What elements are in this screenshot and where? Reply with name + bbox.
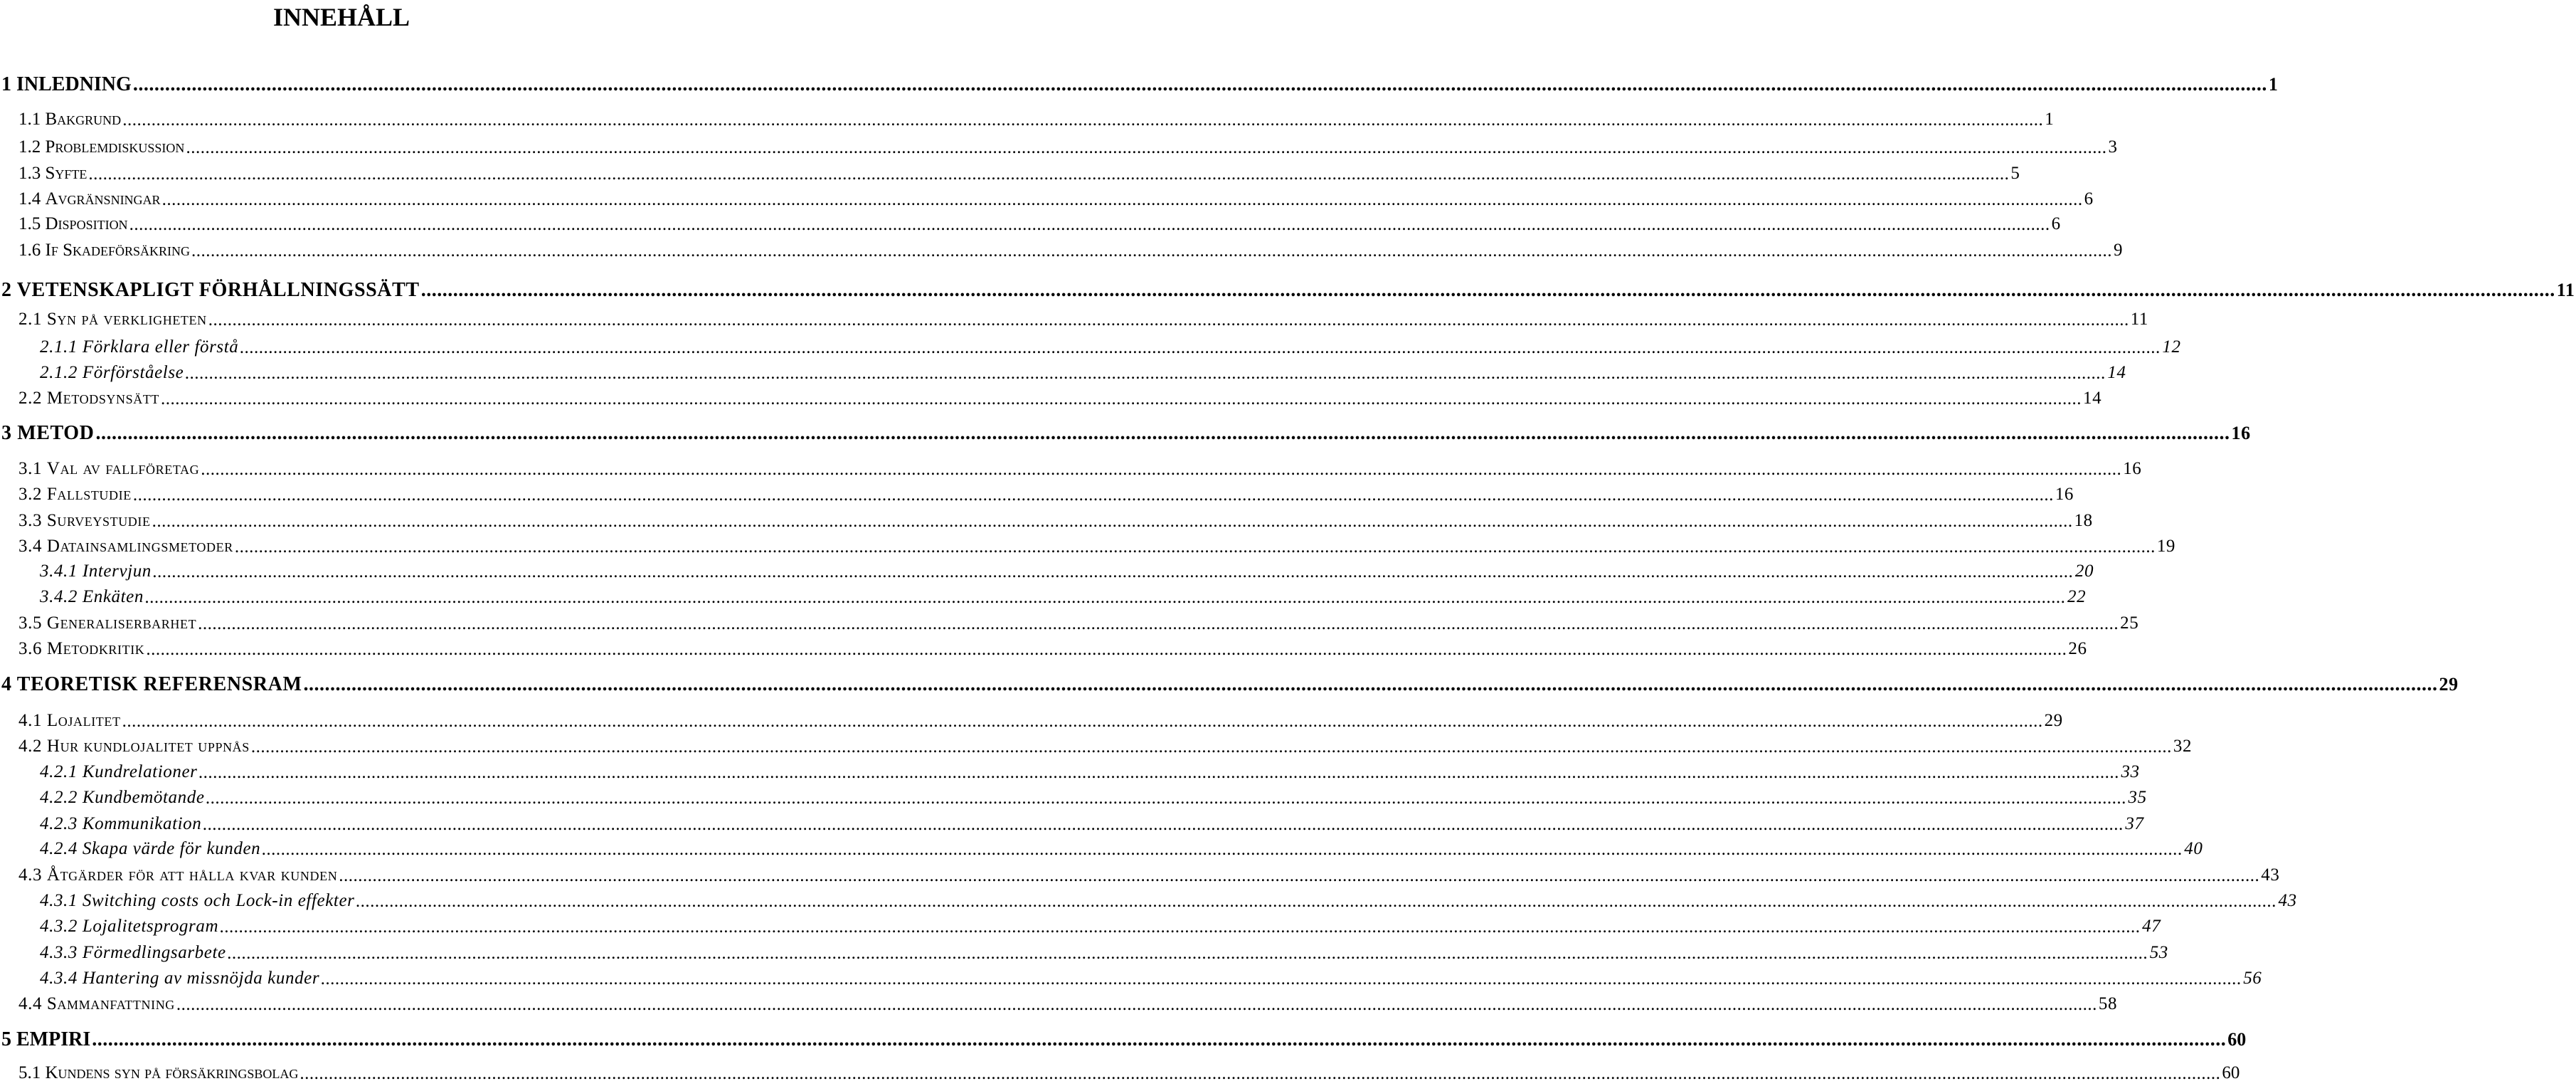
toc-page-number: 29 — [2044, 711, 2063, 730]
toc-leader-dots: ................................................................................................................................................................................................................................................................................................................................................................................................................ — [95, 422, 2230, 444]
toc-entry-text: Val av fallföretag — [46, 459, 200, 478]
toc-entry-label — [40, 839, 260, 859]
toc-entry-text: Generaliserbarhet — [46, 613, 197, 633]
toc-entry-label — [18, 485, 132, 505]
toc-entry-label — [40, 814, 201, 834]
toc-entry-label — [1, 279, 420, 302]
toc-page-number: 47 — [2142, 917, 2161, 936]
toc-entry-number: 5.1 — [18, 1063, 41, 1082]
toc-entry[interactable] — [0, 611, 2139, 636]
toc-entry-text: Förklara eller förstå — [82, 337, 239, 357]
toc-entry-number: 3.2 — [18, 485, 43, 504]
toc-entry-number: 3.4.1 — [40, 562, 78, 581]
toc-entry[interactable] — [0, 508, 2093, 534]
toc-page-number: 1 — [2045, 110, 2054, 129]
toc-entry-number: 3.4 — [18, 537, 43, 556]
toc-page-number: 14 — [2083, 389, 2102, 408]
toc-leader-dots: ................................................................................................................................................................................................................................................................................................................................................................................................................ — [198, 762, 2120, 782]
toc-entry-label — [18, 389, 159, 408]
toc-leader-dots: ................................................................................................................................................................................................................................................................................................................................................................................................................ — [152, 562, 2074, 581]
toc-entry-text: Kundbemötande — [82, 788, 205, 807]
toc-entry[interactable] — [0, 1027, 2247, 1053]
toc-entry-label — [18, 459, 199, 479]
toc-entry[interactable] — [0, 991, 2118, 1017]
toc-entry[interactable] — [0, 72, 2278, 97]
toc-entry-label — [18, 214, 128, 234]
toc-page-number: 6 — [2051, 214, 2061, 233]
toc-entry-number: 1.1 — [18, 110, 41, 129]
toc-leader-dots: ................................................................................................................................................................................................................................................................................................................................................................................................................ — [198, 613, 2119, 633]
toc-entry[interactable] — [0, 1060, 2240, 1086]
toc-entry-text: EMPIRI — [16, 1028, 91, 1050]
toc-page-number: 26 — [2068, 639, 2087, 658]
toc-entry-text: TEORETISK REFERENSRAM — [16, 673, 302, 695]
toc-entry-text: Metodkritik — [46, 639, 145, 658]
toc-entry-text: Enkäten — [82, 587, 144, 606]
toc-page-number: 58 — [2098, 994, 2118, 1013]
toc-leader-dots: ................................................................................................................................................................................................................................................................................................................................................................................................................ — [185, 363, 2106, 383]
toc-entry-text: VETENSKAPLIGT FÖRHÅLLNINGSSÄTT — [16, 279, 420, 301]
toc-entry-number: 3 — [1, 422, 12, 444]
toc-page-number: 43 — [2278, 891, 2297, 910]
toc-entry-label — [40, 562, 152, 581]
toc-entry[interactable] — [0, 307, 2148, 332]
toc-entry-label — [18, 189, 161, 209]
toc-leader-dots: ................................................................................................................................................................................................................................................................................................................................................................................................................ — [206, 788, 2127, 808]
toc-entry-label — [18, 1063, 298, 1083]
toc-entry-number: 3.4.2 — [40, 587, 78, 606]
toc-entry-number: 3.3 — [18, 511, 43, 530]
toc-entry-number: 4.4 — [18, 994, 43, 1013]
toc-entry-number: 4.2.1 — [40, 762, 78, 781]
toc-leader-dots: ................................................................................................................................................................................................................................................................................................................................................................................................................ — [339, 865, 2260, 885]
toc-page-number: 60 — [2222, 1063, 2240, 1082]
toc-entry-number: 4.1 — [18, 711, 43, 730]
toc-entry-number: 2.1.1 — [40, 337, 78, 357]
toc-page-number: 3 — [2108, 137, 2117, 157]
toc-leader-dots: ................................................................................................................................................................................................................................................................................................................................................................................................................ — [227, 943, 2148, 963]
toc-leader-dots: ................................................................................................................................................................................................................................................................................................................................................................................................................ — [250, 737, 2172, 756]
toc-page-number: 16 — [2231, 423, 2251, 443]
toc-entry-label — [40, 917, 218, 937]
toc-entry[interactable] — [0, 708, 2063, 734]
toc-entry-number: 1.6 — [18, 241, 41, 260]
toc-entry-number: 2.1 — [18, 310, 43, 329]
toc-page-number: 11 — [2130, 310, 2148, 329]
toc-leader-dots: ................................................................................................................................................................................................................................................................................................................................................................................................................ — [122, 711, 2043, 731]
toc-entry-number: 4.3.4 — [40, 969, 78, 988]
toc-entry-label — [1, 422, 95, 445]
toc-page-number: 25 — [2120, 613, 2139, 633]
toc-entry-label — [1, 1028, 90, 1051]
toc-entry[interactable] — [0, 672, 2459, 697]
toc-entry-text: Datainsamlingsmetoder — [46, 537, 233, 556]
toc-entry-label — [40, 587, 144, 607]
toc-leader-dots: ................................................................................................................................................................................................................................................................................................................................................................................................................ — [356, 891, 2277, 911]
toc-entry-number: 4.2.2 — [40, 788, 78, 807]
toc-entry-text: Hantering av missnöjda kunder — [82, 969, 320, 988]
toc-leader-dots: ................................................................................................................................................................................................................................................................................................................................................................................................................ — [152, 511, 2073, 531]
toc-entry[interactable] — [0, 966, 2262, 991]
toc-page-number: 35 — [2128, 788, 2147, 807]
toc-entry-label — [18, 711, 121, 731]
toc-page-number: 9 — [2114, 241, 2123, 260]
toc-leader-dots: ................................................................................................................................................................................................................................................................................................................................................................................................................ — [88, 164, 2010, 184]
toc-entry[interactable] — [0, 584, 2087, 610]
toc-entry-number: 5 — [1, 1028, 11, 1050]
toc-entry-number: 4.3.3 — [40, 943, 78, 962]
toc-page-number: 18 — [2074, 511, 2093, 530]
toc-page-number: 1 — [2268, 74, 2278, 95]
toc-entry[interactable] — [0, 238, 2123, 263]
toc-leader-dots: ................................................................................................................................................................................................................................................................................................................................................................................................................ — [132, 73, 2267, 95]
toc-leader-dots: ................................................................................................................................................................................................................................................................................................................................................................................................................ — [191, 241, 2113, 260]
toc-entry-label — [18, 737, 250, 756]
toc-entry-number: 4.2.4 — [40, 839, 78, 858]
toc-entry-text: Avgränsningar — [45, 189, 161, 209]
toc-entry[interactable] — [0, 759, 2140, 785]
toc-entry-text: Förförståelse — [82, 363, 184, 382]
toc-entry[interactable] — [0, 421, 2251, 446]
toc-entry-label — [40, 363, 184, 383]
toc-entry-label — [40, 943, 226, 963]
toc-entry-label — [40, 788, 205, 808]
toc-entry-number: 4.3 — [18, 865, 43, 885]
toc-leader-dots: ................................................................................................................................................................................................................................................................................................................................................................................................................ — [146, 639, 2067, 659]
toc-entry[interactable] — [0, 888, 2297, 914]
toc-entry[interactable] — [0, 186, 2094, 212]
toc-entry-number: 1.3 — [18, 164, 41, 183]
toc-entry-label — [40, 891, 354, 911]
toc-leader-dots: ................................................................................................................................................................................................................................................................................................................................................................................................................ — [132, 485, 2054, 505]
toc-entry-number: 4.3.1 — [40, 891, 78, 910]
toc-entry-number: 2 — [1, 279, 12, 301]
toc-entry-label — [18, 639, 144, 659]
toc-entry-text: Kommunikation — [82, 814, 202, 833]
toc-entry-text: INLEDNING — [16, 73, 132, 95]
toc-leader-dots: ................................................................................................................................................................................................................................................................................................................................................................................................................ — [303, 673, 2438, 695]
toc-leader-dots: ................................................................................................................................................................................................................................................................................................................................................................................................................ — [176, 994, 2097, 1014]
toc-entry[interactable] — [0, 482, 2074, 507]
toc-entry[interactable] — [0, 278, 2575, 303]
toc-entry-text: Kundrelationer — [82, 762, 198, 781]
toc-entry[interactable] — [0, 334, 2181, 360]
toc-page-number: 12 — [2162, 337, 2181, 357]
toc-entry[interactable] — [0, 811, 2144, 837]
toc-entry[interactable] — [0, 161, 2020, 186]
toc-entry-text: Disposition — [45, 214, 128, 233]
toc-page-number: 16 — [2055, 485, 2074, 504]
toc-title: INNEHÅLL — [272, 3, 410, 31]
toc-entry-text: Surveystudie — [46, 511, 151, 530]
toc-entry-number: 2.2 — [18, 389, 43, 408]
toc-entry-label — [18, 537, 233, 557]
toc-entry-text: Problemdiskussion — [45, 137, 185, 157]
toc-entry-label — [18, 865, 337, 885]
toc-page-number: 53 — [2149, 943, 2168, 962]
toc-entry-text: Skapa värde för kunden — [82, 839, 261, 858]
toc-page-number: 56 — [2243, 969, 2262, 988]
toc-entry-label — [40, 969, 319, 989]
toc-leader-dots: ................................................................................................................................................................................................................................................................................................................................................................................................................ — [300, 1063, 2221, 1083]
toc-entry[interactable] — [0, 456, 2142, 482]
toc-entry[interactable] — [0, 636, 2087, 662]
toc-entry-text: Hur kundlojalitet uppnås — [46, 737, 250, 756]
toc-entry-label — [18, 241, 190, 260]
toc-entry[interactable] — [0, 211, 2061, 237]
toc-entry-number: 1.4 — [18, 189, 41, 209]
toc-page-number: 5 — [2010, 164, 2020, 183]
toc-entry[interactable] — [0, 914, 2161, 939]
toc-entry-text: Syn på verkligheten — [46, 310, 207, 329]
toc-entry[interactable] — [0, 386, 2102, 411]
toc-page-number: 40 — [2184, 839, 2203, 858]
toc-leader-dots: ................................................................................................................................................................................................................................................................................................................................................................................................................ — [321, 969, 2242, 989]
toc-leader-dots: ................................................................................................................................................................................................................................................................................................................................................................................................................ — [420, 279, 2555, 301]
toc-page-number: 22 — [2067, 587, 2087, 606]
toc-entry-text: Kundens syn på försäkringsbolag — [45, 1063, 299, 1082]
toc-entry[interactable] — [0, 360, 2126, 386]
toc-entry[interactable] — [0, 135, 2117, 160]
toc-entry-number: 4.3.2 — [40, 917, 78, 936]
toc-entry-number: 1.5 — [18, 214, 41, 233]
toc-page-number: 20 — [2074, 562, 2094, 581]
toc-entry-text: METOD — [17, 422, 95, 444]
toc-entry[interactable] — [0, 107, 2054, 132]
toc-entry-number: 3.5 — [18, 613, 43, 633]
toc-entry-label — [18, 310, 207, 330]
toc-entry-text: Syfte — [45, 164, 88, 183]
toc-entry-number: 1.2 — [18, 137, 41, 157]
toc-entry-number: 4.2.3 — [40, 814, 78, 833]
toc-page-number: 16 — [2123, 459, 2142, 478]
toc-entry-label — [18, 613, 196, 633]
toc-entry-number: 2.1.2 — [40, 363, 78, 382]
toc-entry-label — [18, 164, 87, 184]
toc-leader-dots: ................................................................................................................................................................................................................................................................................................................................................................................................................ — [234, 537, 2156, 557]
toc-entry-number: 3.6 — [18, 639, 43, 658]
toc-page-number: 37 — [2125, 814, 2144, 833]
toc-entry[interactable] — [0, 836, 2203, 862]
toc-entry[interactable] — [0, 534, 2176, 559]
toc-entry-text: If Skadeförsäkring — [45, 241, 191, 260]
toc-entry-label — [18, 511, 151, 531]
toc-entry-text: Fallstudie — [46, 485, 132, 504]
toc-entry-label — [18, 137, 184, 157]
toc-entry-text: Sammanfattning — [46, 994, 175, 1013]
toc-entry-label — [18, 994, 175, 1014]
toc-entry-text: Bakgrund — [45, 110, 122, 129]
toc-page-number: 29 — [2439, 674, 2459, 695]
toc-page-number: 43 — [2261, 865, 2280, 885]
toc-page-number: 6 — [2084, 189, 2094, 209]
toc-entry-label — [18, 110, 121, 130]
toc-entry-label — [1, 673, 302, 696]
toc-leader-dots: ................................................................................................................................................................................................................................................................................................................................................................................................................ — [240, 337, 2161, 357]
toc-entry[interactable] — [0, 734, 2193, 759]
toc-leader-dots: ................................................................................................................................................................................................................................................................................................................................................................................................................ — [220, 917, 2141, 937]
toc-entry-text: Metodsynsätt — [46, 389, 160, 408]
toc-entry-text: Lojalitet — [46, 711, 121, 730]
toc-entry[interactable] — [0, 559, 2094, 584]
toc-leader-dots: ................................................................................................................................................................................................................................................................................................................................................................................................................ — [122, 110, 2044, 130]
toc-entry-label — [40, 762, 198, 782]
toc-entry-text: Lojalitetsprogram — [82, 917, 219, 936]
toc-page-number: 14 — [2107, 363, 2126, 382]
toc-page-number: 60 — [2227, 1029, 2247, 1050]
toc-entry-text: Förmedlingsarbete — [82, 943, 226, 962]
toc-leader-dots: ................................................................................................................................................................................................................................................................................................................................................................................................................ — [161, 189, 2083, 209]
toc-entry-number: 1 — [1, 73, 11, 95]
toc-entry-label — [40, 337, 238, 357]
toc-leader-dots: ................................................................................................................................................................................................................................................................................................................................................................................................................ — [92, 1028, 2227, 1050]
toc-entry-text: Switching costs och Lock-in effekter — [82, 891, 355, 910]
toc-entry[interactable] — [0, 940, 2168, 966]
toc-entry[interactable] — [0, 785, 2147, 811]
toc-leader-dots: ................................................................................................................................................................................................................................................................................................................................................................................................................ — [186, 137, 2107, 157]
toc-leader-dots: ................................................................................................................................................................................................................................................................................................................................................................................................................ — [203, 814, 2124, 834]
toc-leader-dots: ................................................................................................................................................................................................................................................................................................................................................................................................................ — [208, 310, 2129, 330]
toc-leader-dots: ................................................................................................................................................................................................................................................................................................................................................................................................................ — [161, 389, 2082, 408]
toc-entry-number: 4 — [1, 673, 12, 695]
toc-page-number: 33 — [2121, 762, 2140, 781]
toc-entry-label — [1, 73, 132, 96]
toc-entry-text: Åtgärder för att hålla kvar kunden — [46, 865, 338, 885]
toc-entry[interactable] — [0, 863, 2280, 888]
toc-leader-dots: ................................................................................................................................................................................................................................................................................................................................................................................................................ — [201, 459, 2122, 479]
toc-entry-text: Intervjun — [82, 562, 152, 581]
toc-entry-number: 4.2 — [18, 737, 43, 756]
toc-leader-dots: ................................................................................................................................................................................................................................................................................................................................................................................................................ — [262, 839, 2183, 859]
toc-page-number: 11 — [2556, 280, 2575, 300]
toc-entry-number: 3.1 — [18, 459, 43, 478]
toc-leader-dots: ................................................................................................................................................................................................................................................................................................................................................................................................................ — [144, 587, 2066, 607]
toc-leader-dots: ................................................................................................................................................................................................................................................................................................................................................................................................................ — [129, 214, 2050, 234]
toc-page-number: 19 — [2156, 537, 2176, 556]
toc-page-number: 32 — [2173, 737, 2193, 756]
